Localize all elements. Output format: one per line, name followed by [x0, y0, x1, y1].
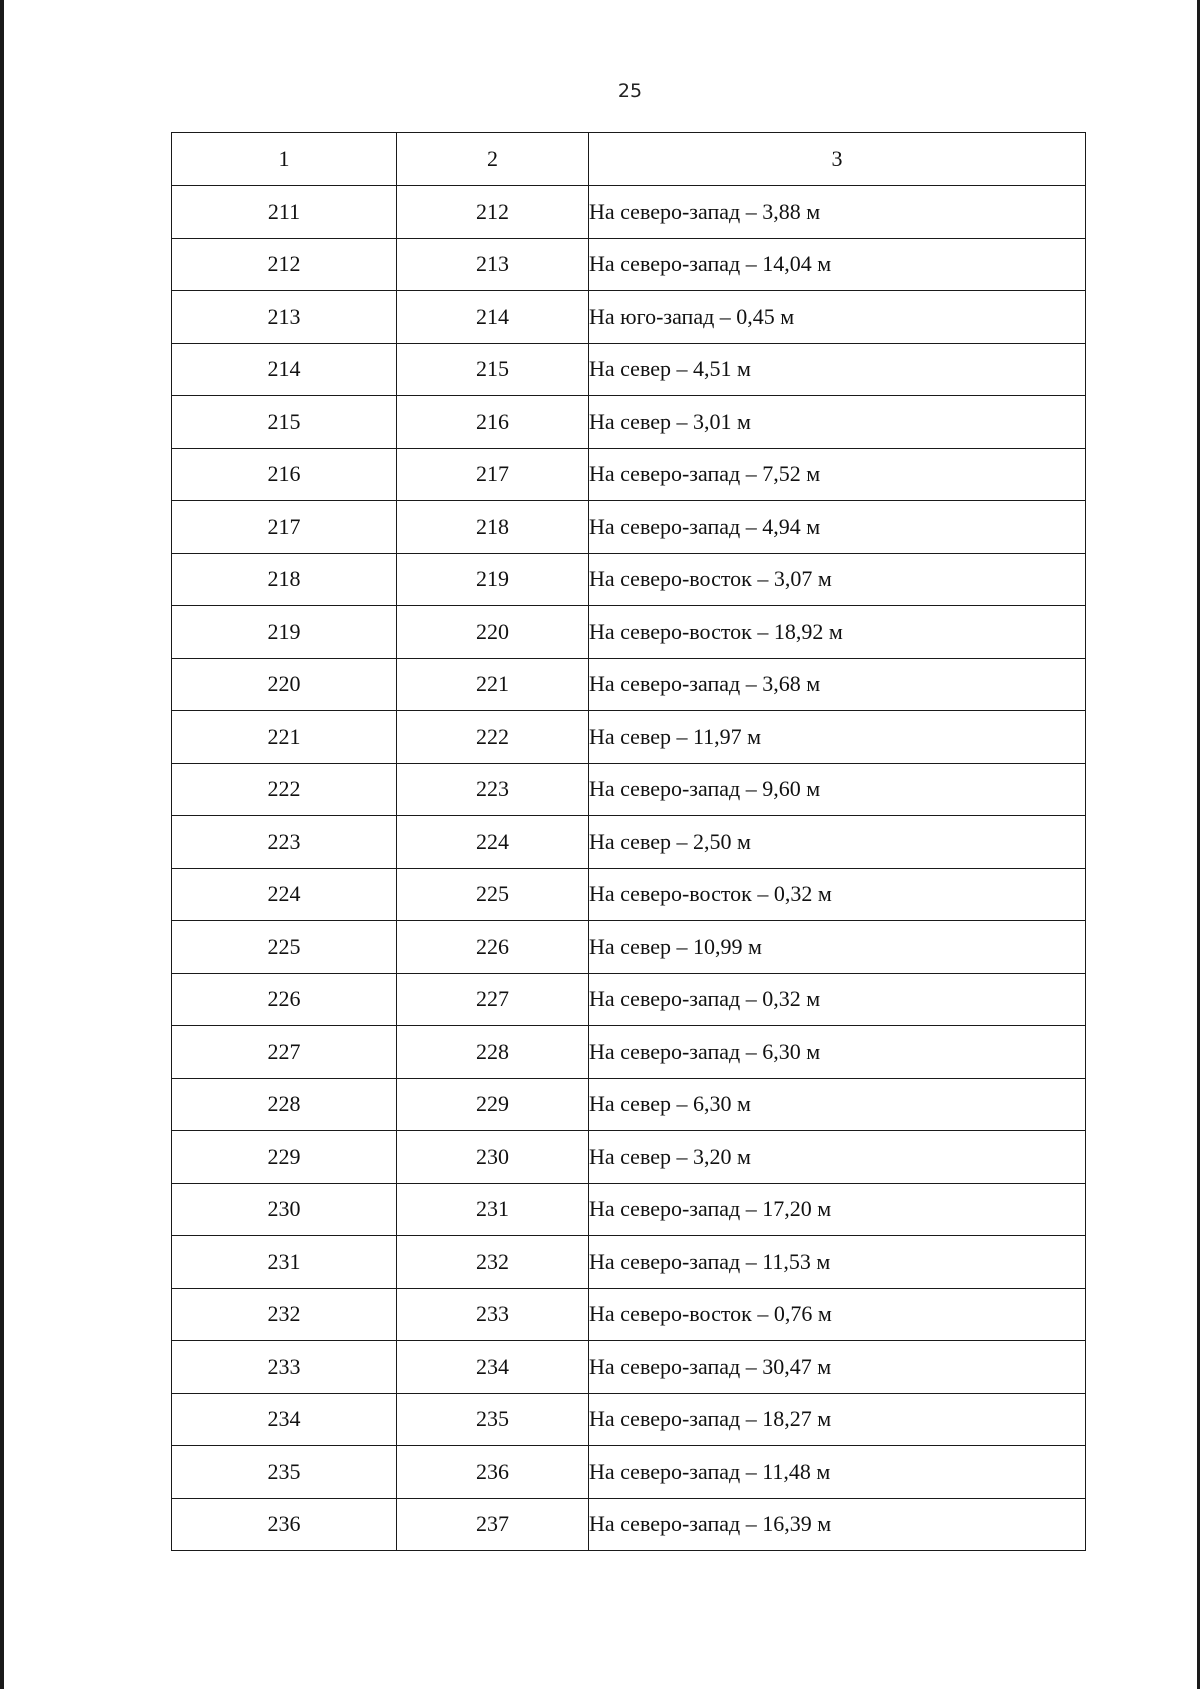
cell-point-from: 223 [172, 816, 397, 869]
table-body [172, 186, 1086, 1551]
cell-point-from: 220 [172, 658, 397, 711]
table-row [172, 816, 1086, 869]
boundary-table [171, 132, 1086, 1551]
cell-point-from: 229 [172, 1131, 397, 1184]
header-col-3: 3 [589, 133, 1086, 186]
cell-point-from: 212 [172, 238, 397, 291]
cell-direction-distance: На северо-запад – 11,53 м [589, 1236, 1086, 1289]
cell-point-from: 218 [172, 553, 397, 606]
table-row [172, 396, 1086, 449]
cell-point-from: 227 [172, 1026, 397, 1079]
cell-direction-distance: На северо-запад – 11,48 м [589, 1446, 1086, 1499]
cell-direction-distance: На северо-запад – 7,52 м [589, 448, 1086, 501]
cell-point-to: 218 [397, 501, 589, 554]
cell-point-from: 234 [172, 1393, 397, 1446]
cell-direction-distance: На северо-запад – 6,30 м [589, 1026, 1086, 1079]
cell-point-from: 215 [172, 396, 397, 449]
cell-direction-distance: На северо-запад – 17,20 м [589, 1183, 1086, 1236]
header-col-2: 2 [397, 133, 589, 186]
page-number: 25 [617, 80, 643, 102]
cell-point-to: 224 [397, 816, 589, 869]
cell-direction-distance: На северо-запад – 16,39 м [589, 1498, 1086, 1551]
cell-direction-distance: На юго-запад – 0,45 м [589, 291, 1086, 344]
table-row [172, 1183, 1086, 1236]
table-row [172, 186, 1086, 239]
cell-direction-distance: На северо-восток – 3,07 м [589, 553, 1086, 606]
cell-point-to: 235 [397, 1393, 589, 1446]
cell-point-from: 224 [172, 868, 397, 921]
table-row [172, 921, 1086, 974]
cell-point-from: 222 [172, 763, 397, 816]
table-row [172, 1078, 1086, 1131]
table-row [172, 868, 1086, 921]
table-row [172, 448, 1086, 501]
cell-point-from: 231 [172, 1236, 397, 1289]
cell-point-from: 219 [172, 606, 397, 659]
table-row [172, 1393, 1086, 1446]
table-header-row [172, 133, 1086, 186]
cell-point-to: 226 [397, 921, 589, 974]
cell-point-to: 220 [397, 606, 589, 659]
cell-direction-distance: На север – 4,51 м [589, 343, 1086, 396]
cell-point-to: 232 [397, 1236, 589, 1289]
cell-point-from: 226 [172, 973, 397, 1026]
cell-point-to: 229 [397, 1078, 589, 1131]
cell-direction-distance: На северо-запад – 4,94 м [589, 501, 1086, 554]
table-row [172, 606, 1086, 659]
cell-point-to: 222 [397, 711, 589, 764]
table-row [172, 1446, 1086, 1499]
header-col-1: 1 [172, 133, 397, 186]
cell-direction-distance: На север – 3,01 м [589, 396, 1086, 449]
cell-direction-distance: На северо-восток – 0,32 м [589, 868, 1086, 921]
cell-direction-distance: На северо-запад – 30,47 м [589, 1341, 1086, 1394]
cell-direction-distance: На северо-запад – 3,68 м [589, 658, 1086, 711]
cell-point-from: 211 [172, 186, 397, 239]
cell-direction-distance: На северо-запад – 3,88 м [589, 186, 1086, 239]
cell-direction-distance: На север – 3,20 м [589, 1131, 1086, 1184]
cell-point-from: 235 [172, 1446, 397, 1499]
table-row [172, 1131, 1086, 1184]
table-row [172, 291, 1086, 344]
cell-point-from: 230 [172, 1183, 397, 1236]
table-row [172, 711, 1086, 764]
cell-point-to: 228 [397, 1026, 589, 1079]
cell-point-to: 236 [397, 1446, 589, 1499]
cell-point-to: 234 [397, 1341, 589, 1394]
cell-direction-distance: На северо-восток – 0,76 м [589, 1288, 1086, 1341]
cell-direction-distance: На север – 11,97 м [589, 711, 1086, 764]
cell-point-to: 230 [397, 1131, 589, 1184]
cell-direction-distance: На север – 2,50 м [589, 816, 1086, 869]
table-row [172, 343, 1086, 396]
table-row [172, 1236, 1086, 1289]
cell-point-from: 233 [172, 1341, 397, 1394]
cell-point-to: 227 [397, 973, 589, 1026]
cell-point-to: 219 [397, 553, 589, 606]
cell-direction-distance: На север – 10,99 м [589, 921, 1086, 974]
cell-point-from: 214 [172, 343, 397, 396]
cell-direction-distance: На северо-запад – 18,27 м [589, 1393, 1086, 1446]
cell-point-to: 212 [397, 186, 589, 239]
table-row [172, 238, 1086, 291]
cell-direction-distance: На северо-запад – 9,60 м [589, 763, 1086, 816]
cell-point-to: 221 [397, 658, 589, 711]
cell-point-to: 233 [397, 1288, 589, 1341]
cell-point-from: 228 [172, 1078, 397, 1131]
cell-point-from: 213 [172, 291, 397, 344]
table-row [172, 1026, 1086, 1079]
table-row [172, 501, 1086, 554]
cell-direction-distance: На северо-запад – 0,32 м [589, 973, 1086, 1026]
table-row [172, 1498, 1086, 1551]
table-row [172, 553, 1086, 606]
cell-point-from: 221 [172, 711, 397, 764]
table-row [172, 763, 1086, 816]
cell-direction-distance: На северо-запад – 14,04 м [589, 238, 1086, 291]
table-row [172, 1288, 1086, 1341]
cell-point-to: 214 [397, 291, 589, 344]
table-row [172, 973, 1086, 1026]
cell-point-to: 223 [397, 763, 589, 816]
cell-point-to: 225 [397, 868, 589, 921]
cell-point-to: 237 [397, 1498, 589, 1551]
cell-point-to: 213 [397, 238, 589, 291]
table-row [172, 1341, 1086, 1394]
cell-point-to: 217 [397, 448, 589, 501]
cell-point-from: 236 [172, 1498, 397, 1551]
cell-point-from: 232 [172, 1288, 397, 1341]
table-row [172, 658, 1086, 711]
cell-point-to: 215 [397, 343, 589, 396]
cell-point-to: 231 [397, 1183, 589, 1236]
cell-direction-distance: На север – 6,30 м [589, 1078, 1086, 1131]
cell-point-from: 216 [172, 448, 397, 501]
cell-point-from: 225 [172, 921, 397, 974]
cell-direction-distance: На северо-восток – 18,92 м [589, 606, 1086, 659]
scan-left-edge [0, 0, 4, 1689]
cell-point-to: 216 [397, 396, 589, 449]
cell-point-from: 217 [172, 501, 397, 554]
